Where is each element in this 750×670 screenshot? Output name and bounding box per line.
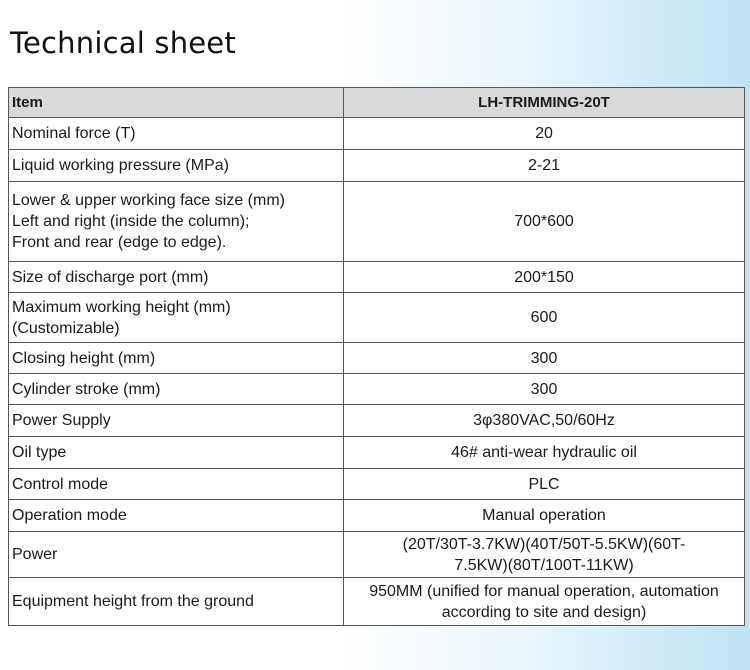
row-label: Equipment height from the ground (9, 578, 344, 626)
row-value: 2-21 (344, 150, 745, 182)
row-label: Size of discharge port (mm) (9, 262, 344, 293)
table-row (9, 293, 745, 343)
row-value: 950MM (unified for manual operation, automation according to site and design) (344, 578, 745, 626)
row-label: Lower & upper working face size (mm) Left and right (inside the column); Front and rear (edge to edge). (9, 182, 344, 262)
row-value: PLC (344, 469, 745, 500)
header-model: LH-TRIMMING-20T (344, 88, 745, 118)
row-label: Liquid working pressure (MPa) (9, 150, 344, 182)
table-row (9, 500, 745, 532)
table-row (9, 118, 745, 150)
row-value: 200*150 (344, 262, 745, 293)
row-value: 3φ380VAC,50/60Hz (344, 405, 745, 437)
header-item: Item (9, 88, 344, 118)
row-label: Power (9, 532, 344, 578)
table-row (9, 405, 745, 437)
table-row (9, 532, 745, 578)
row-value: 300 (344, 374, 745, 405)
page-title: Technical sheet (10, 26, 236, 60)
row-value: Manual operation (344, 500, 745, 532)
row-value: 600 (344, 293, 745, 343)
row-value: 20 (344, 118, 745, 150)
row-label: Control mode (9, 469, 344, 500)
table-row (9, 343, 745, 374)
table-row (9, 437, 745, 469)
table-row (9, 469, 745, 500)
technical-sheet-table (8, 87, 745, 626)
table-row (9, 578, 745, 626)
table-row (9, 150, 745, 182)
row-label: Closing height (mm) (9, 343, 344, 374)
row-label: Oil type (9, 437, 344, 469)
table-row (9, 182, 745, 262)
row-label: Operation mode (9, 500, 344, 532)
row-value: 46# anti-wear hydraulic oil (344, 437, 745, 469)
row-value: 700*600 (344, 182, 745, 262)
table-header-row (9, 88, 745, 118)
row-label: Cylinder stroke (mm) (9, 374, 344, 405)
table-row (9, 262, 745, 293)
row-value: 300 (344, 343, 745, 374)
row-label: Power Supply (9, 405, 344, 437)
row-value: (20T/30T-3.7KW)(40T/50T-5.5KW)(60T- 7.5KW)(80T/100T-11KW) (344, 532, 745, 578)
table-row (9, 374, 745, 405)
row-label: Nominal force (T) (9, 118, 344, 150)
row-label: Maximum working height (mm) (Customizable) (9, 293, 344, 343)
